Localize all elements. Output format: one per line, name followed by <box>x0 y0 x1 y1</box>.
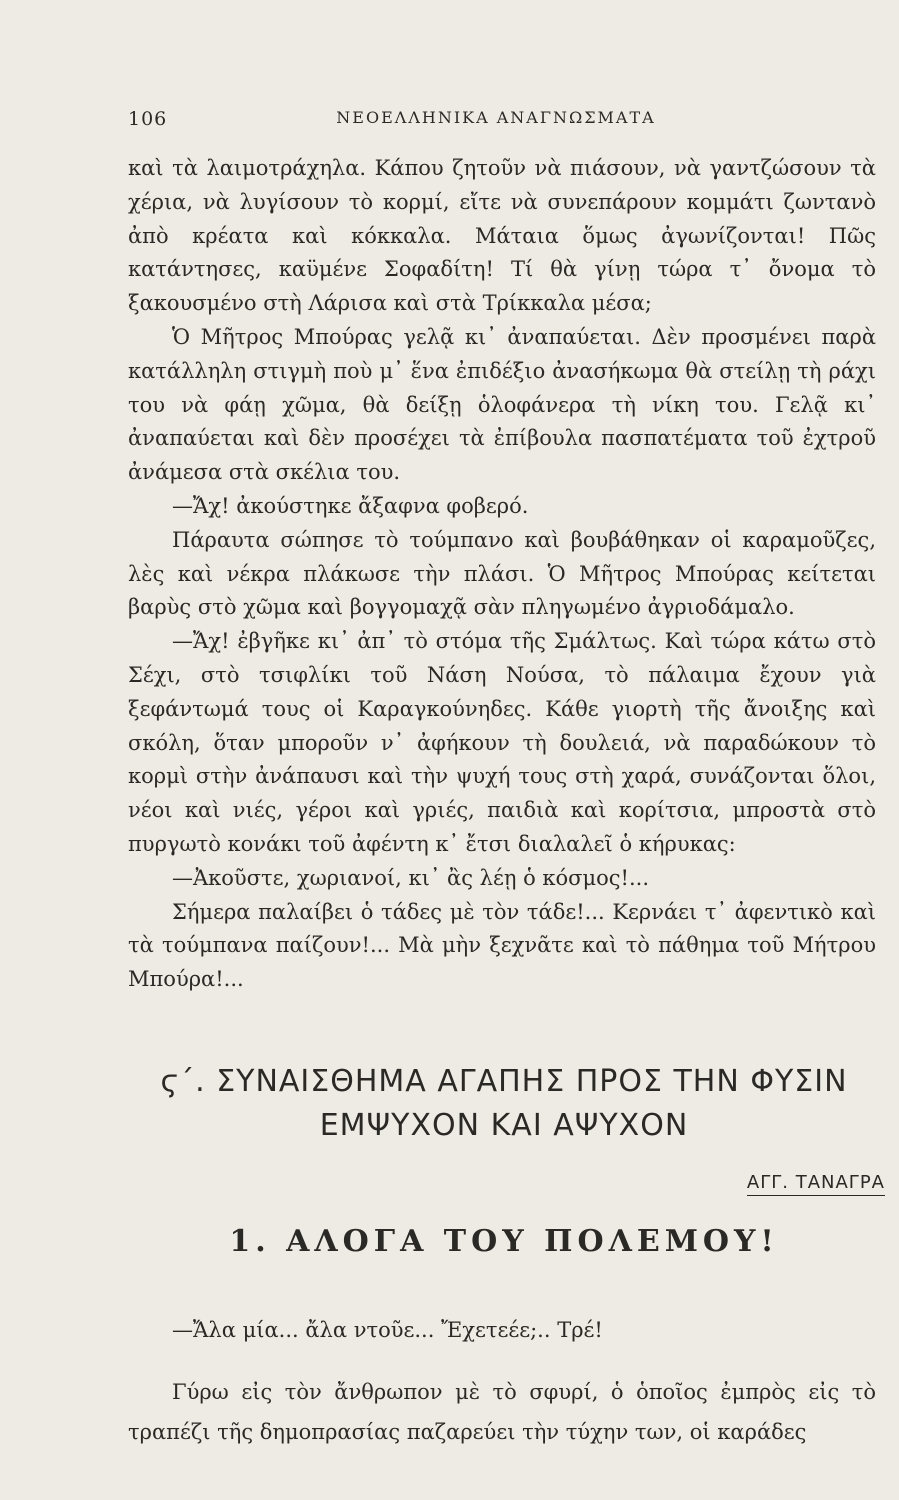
paragraph: Ὁ Μῆτρος Μπούρας γελᾷ κι᾿ ἀναπαύεται. Δὲν προσμένει παρὰ κατάλληλη στιγμὴ ποὺ μ᾿ ἕνα ἐπιδέξιο ἀνασήκωμα θὰ στείλῃ τὴ ράχι του νὰ φάῃ χῶμα, θὰ δείξῃ ὁλοφάνερα τὴ νίκη του. Γελᾷ κι᾿ ἀναπαύεται καὶ δὲν προσέχει τὰ ἐπίβουλα πασπατέματα τοῦ ἐχτροῦ ἀνάμεσα στὰ σκέλια του. <box>128 324 876 485</box>
page-header <box>128 108 864 138</box>
body-text <box>128 152 876 997</box>
chapter-text <box>128 1310 876 1452</box>
section-number: ϛ΄. <box>160 1064 206 1099</box>
author-name: ΑΓΓ. ΤΑΝΑΓΡΑ <box>747 1172 885 1196</box>
paragraph: καὶ τὰ λαιμοτράχηλα. Κάπου ζητοῦν νὰ πιάσουν, νὰ γαντζώσουν τὰ χέρια, νὰ λυγίσουν τὸ κορμί, εἴτε νὰ συνεπάρουν κομμάτι ζωντανὸ ἀπὸ κρέατα καὶ κόκκαλα. Μάταια ὅμως ἀγωνίζονται! Πῶς κατάντησες, καϋμένε Σοφαδίτη! Τί θὰ γίνῃ τώρα τ᾿ ὄνομα τὸ ξακουσμένο στὴ Λάρισα καὶ στὰ Τρίκκαλα μέσα; <box>128 156 876 316</box>
paragraph: Γύρω εἰς τὸν ἄνθρωπον μὲ τὸ σφυρί, ὁ ὁποῖος ἐμπρὸς εἰς τὸ τραπέζι τῆς δημοπρασίας παζαρεύει τὴν τύχην των, οἱ καράδες <box>128 1380 876 1444</box>
page-number: 106 <box>128 108 168 130</box>
paragraph: —Ἄλα μία... ἄλα ντοῦε... Ἔχετεέε;.. Τρέ! <box>172 1318 603 1342</box>
section-heading <box>128 1060 880 1148</box>
paragraph: —Ἄχ! ἐβγῆκε κι᾿ ἀπ᾿ τὸ στόμα τῆς Σμάλτως. Καὶ τώρα κάτω στὸ Σέχι, στὸ τσιφλίκι τοῦ Νάση Νούσα, τὸ πάλαιμα ἔχουν γιὰ ξεφάντωμά τους οἱ Καραγκούνηδες. Κάθε γιορτὴ τῆς ἄνοιξης καὶ σκόλη, ὅταν μποροῦν ν᾿ ἀφήκουν τὴ δουλειά, νὰ παραδώκουν τὸ κορμὶ στὴν ἀνάπαυσι καὶ τὴν ψυχή τους στὴ χαρά, συνάζονται ὅλοι, νέοι καὶ νιές, γέροι καὶ γριές, παιδιὰ καὶ κορίτσια, μπροστὰ στὸ πυργωτὸ κονάκι τοῦ ἀφέντη κ᾿ ἔτσι διαλαλεῖ ὁ κήρυκας: <box>128 629 876 856</box>
section-title-text: ΣΥΝΑΙΣΘΗΜΑ ΑΓΑΠΗΣ ΠΡΟΣ ΤΗΝ ΦΥΣΙΝ <box>216 1064 848 1099</box>
section-title-line-2: ΕΜΨΥΧΟΝ ΚΑΙ ΑΨΥΧΟΝ <box>319 1108 689 1143</box>
section-title-line-1 <box>128 1060 880 1104</box>
running-title: ΝΕΟΕΛΛΗΝΙΚΑ ΑΝΑΓΝΩΣΜΑΤΑ <box>336 108 656 127</box>
paragraph: Πάραυτα σώπησε τὸ τούμπανο καὶ βουβάθηκαν οἱ καραμοῦζες, λὲς καὶ νέκρα πλάκωσε τὴν πλάσι. Ὁ Μῆτρος Μπούρας κείτεται βαρὺς στὸ χῶμα καὶ βογγομαχᾷ σὰν πληγωμένο ἀγριοδάμαλο. <box>128 527 876 620</box>
paragraph: Σήμερα παλαίβει ὁ τάδες μὲ τὸν τάδε!... Κερνάει τ᾿ ἀφεντικὸ καὶ τὰ τούμπανα παίζουν!... Μὰ μὴν ξεχνᾶτε καὶ τὸ πάθημα τοῦ Μήτρου Μπούρα!... <box>128 899 876 992</box>
paragraph: —Ἄχ! ἀκούστηκε ἄξαφνα φοβερό. <box>172 493 529 518</box>
paragraph: —Ἀκοῦστε, χωριανοί, κι᾿ ἂς λέῃ ὁ κόσμος!... <box>172 865 650 890</box>
chapter-title: 1. ΑΛΟΓΑ ΤΟΥ ΠΟΛΕΜΟΥ! <box>229 1224 779 1259</box>
